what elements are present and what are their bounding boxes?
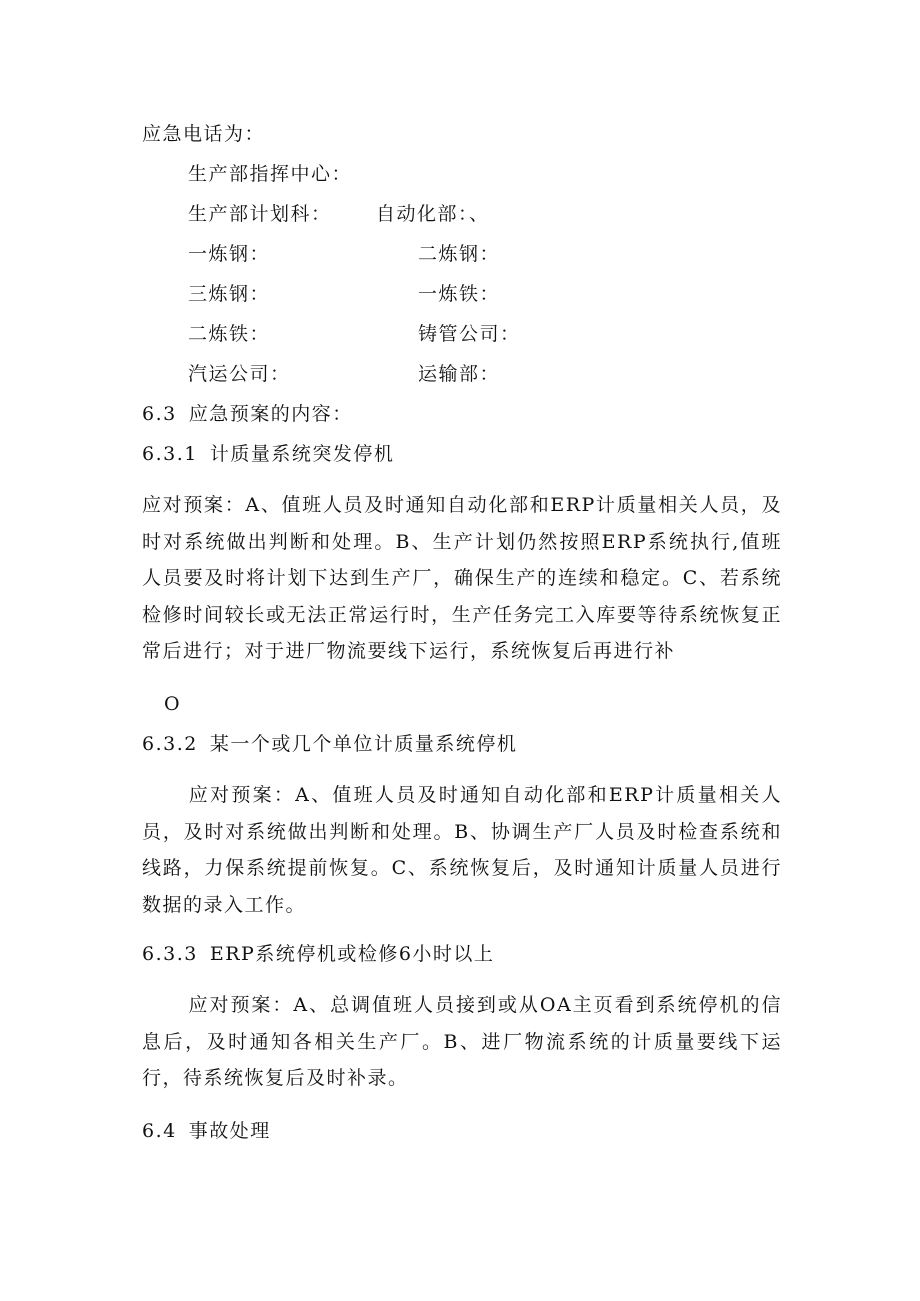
contact-iron2: 二炼铁： [188,323,271,345]
section-title: 事故处理 [188,1120,271,1142]
emergency-phone-intro: 应急电话为： [142,123,266,145]
contact-steel1: 一炼钢： [188,243,271,265]
contact-steel2: 二炼钢： [418,243,501,265]
section-6-3-3-heading [142,942,494,966]
section-number: 6.3.2 [142,733,198,755]
section-number: 6.3.1 [142,443,198,465]
contact-steel3: 三炼钢： [188,283,271,305]
section-6-4-heading [142,1119,271,1143]
section-6-3-2-body [142,777,782,923]
section-6-3-1-tail: O [164,693,182,715]
contact-automation: 自动化部：、 [376,203,490,225]
section-title: 计质量系统突发停机 [209,443,395,465]
contact-iron1: 一炼铁： [418,283,501,305]
contact-command-center: 生产部指挥中心： [188,163,353,185]
contact-transport: 运输部： [418,363,501,385]
contact-planning: 生产部计划科： [188,203,332,225]
section-number: 6.3.3 [142,943,198,965]
section-6-3-3-body [142,987,782,1097]
section-6-3-2-heading [142,732,517,756]
section-title: ERP系统停机或检修6小时以上 [209,943,495,965]
section-6-3-heading [142,402,353,426]
section-6-3-1-heading [142,442,394,466]
section-title: 某一个或几个单位计质量系统停机 [209,733,518,755]
section-6-3-3-text: 应对预案：A、总调值班人员接到或从OA主页看到系统停机的信息后，及时通知各相关生产厂。B、进厂物流系统的计质量要线下运行，待系统恢复后及时补录。 [142,994,782,1089]
contact-pipe: 铸管公司： [418,323,521,345]
section-6-3-2-text: 应对预案：A、值班人员及时通知自动化部和ERP计质量相关人员，及时对系统做出判断和处理。B、协调生产厂人员及时检查系统和线路，力保系统提前恢复。C、系统恢复后，及时通知计质量人员进行数据的录入工作。 [142,784,782,916]
section-6-3-1-body: 应对预案：A、值班人员及时通知自动化部和ERP计质量相关人员，及时对系统做出判断和处理。B、生产计划仍然按照ERP系统执行,值班人员要及时将计划下达到生产厂，确保生产的连续和稳定。C、若系统检修时间较长或无法正常运行时，生产任务完工入库要等待系统恢复正常后进行；对于进厂物流要线下运行，系统恢复后再进行补 [142,494,782,662]
section-number: 6.3 [142,403,177,425]
section-number: 6.4 [142,1120,177,1142]
contact-auto-transport: 汽运公司： [188,363,291,385]
section-title: 应急预案的内容： [188,403,353,425]
